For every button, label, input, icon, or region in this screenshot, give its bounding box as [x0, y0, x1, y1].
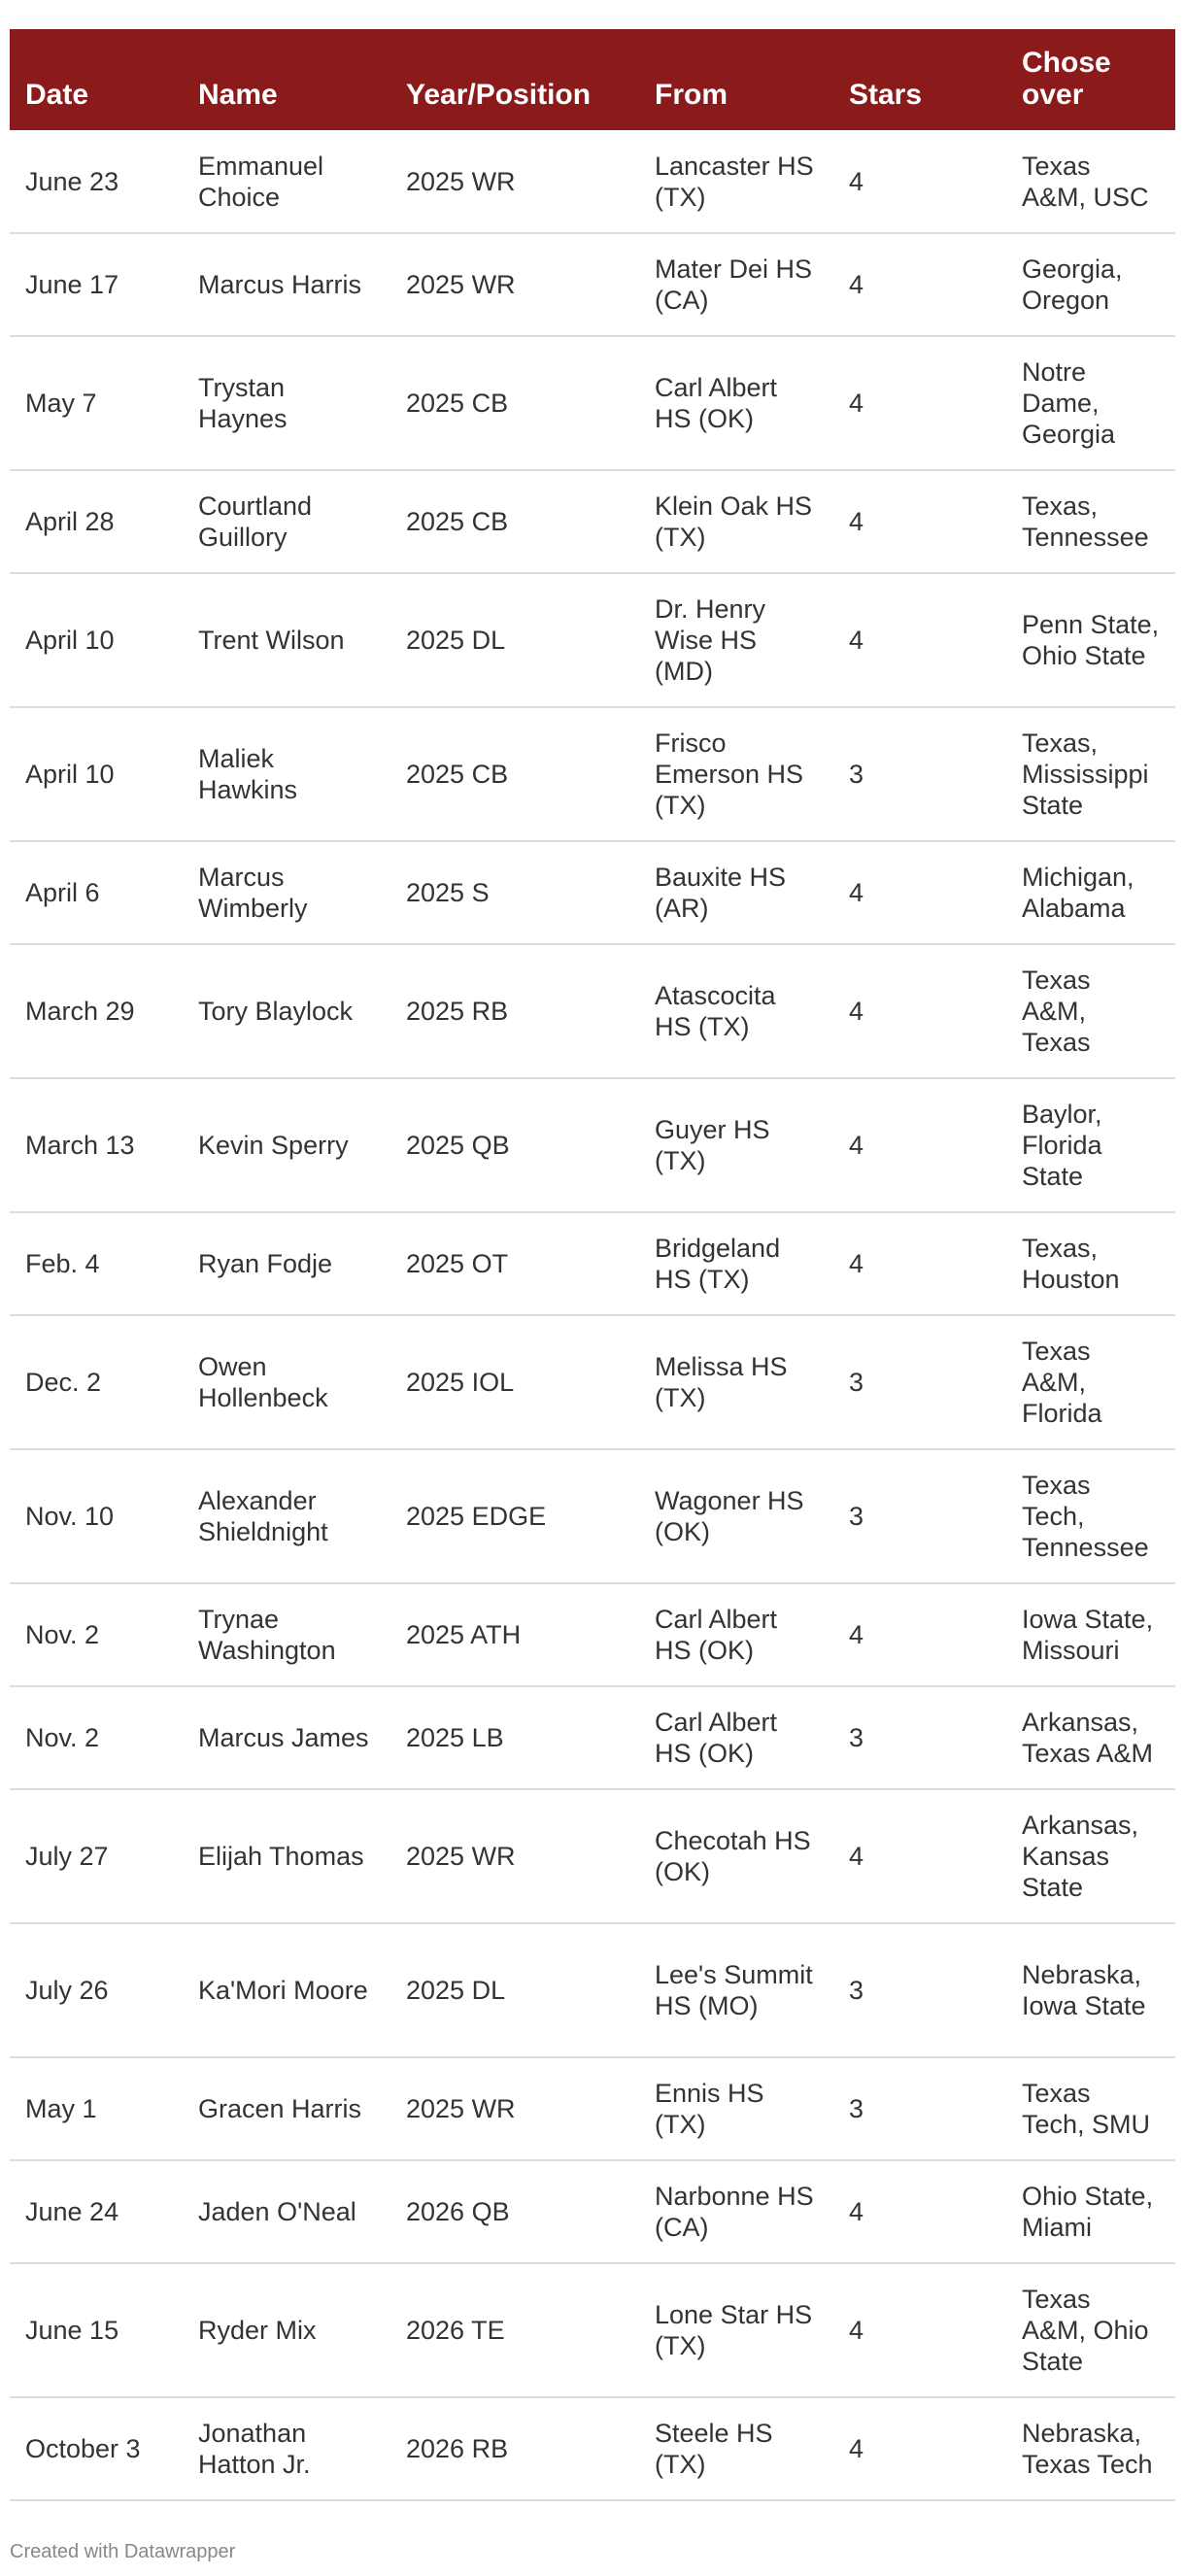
chose-over-cell: Baylor, Florida State [1006, 1078, 1175, 1212]
table-row [10, 233, 1175, 336]
name-cell: Marcus James [183, 1686, 390, 1789]
chose-over-cell: Texas A&M, Florida [1006, 1315, 1175, 1449]
date-cell: July 26 [10, 1923, 183, 2057]
table-row [10, 1212, 1175, 1315]
chose-over-cell: Michigan, Alabama [1006, 841, 1175, 944]
stars-cell: 3 [833, 707, 1006, 841]
year-position-cell: 2025 OT [390, 1212, 639, 1315]
table-row [10, 2057, 1175, 2160]
date-cell: Dec. 2 [10, 1315, 183, 1449]
stars-cell: 4 [833, 573, 1006, 707]
chose-over-cell: Arkansas, Texas A&M [1006, 1686, 1175, 1789]
table-row [10, 2397, 1175, 2500]
table-row [10, 707, 1175, 841]
date-cell: July 27 [10, 1789, 183, 1923]
from-cell: Ennis HS (TX) [639, 2057, 833, 2160]
date-cell: Nov. 2 [10, 1686, 183, 1789]
column-header: Year/Position [390, 29, 639, 130]
year-position-cell: 2025 CB [390, 336, 639, 470]
stars-cell: 4 [833, 1789, 1006, 1923]
table-row [10, 470, 1175, 573]
name-cell: Alexander Shieldnight [183, 1449, 390, 1583]
date-cell: Feb. 4 [10, 1212, 183, 1315]
name-cell: Owen Hollenbeck [183, 1315, 390, 1449]
table-row [10, 1923, 1175, 2057]
year-position-cell: 2025 LB [390, 1686, 639, 1789]
from-cell: Klein Oak HS (TX) [639, 470, 833, 573]
from-cell: Lancaster HS (TX) [639, 130, 833, 233]
name-cell: Elijah Thomas [183, 1789, 390, 1923]
from-cell: Carl Albert HS (OK) [639, 1686, 833, 1789]
from-cell: Carl Albert HS (OK) [639, 1583, 833, 1686]
name-cell: Ryder Mix [183, 2263, 390, 2397]
table-row [10, 1789, 1175, 1923]
year-position-cell: 2025 IOL [390, 1315, 639, 1449]
table-row [10, 1078, 1175, 1212]
date-cell: June 15 [10, 2263, 183, 2397]
stars-cell: 3 [833, 1686, 1006, 1789]
chose-over-cell: Texas A&M, Ohio State [1006, 2263, 1175, 2397]
from-cell: Guyer HS (TX) [639, 1078, 833, 1212]
stars-cell: 4 [833, 470, 1006, 573]
chose-over-cell: Texas, Tennessee [1006, 470, 1175, 573]
year-position-cell: 2025 WR [390, 2057, 639, 2160]
stars-cell: 4 [833, 1078, 1006, 1212]
chose-over-cell: Ohio State, Miami [1006, 2160, 1175, 2263]
stars-cell: 4 [833, 841, 1006, 944]
year-position-cell: 2025 ATH [390, 1583, 639, 1686]
from-cell: Steele HS (TX) [639, 2397, 833, 2500]
date-cell: Nov. 2 [10, 1583, 183, 1686]
from-cell: Lone Star HS (TX) [639, 2263, 833, 2397]
name-cell: Jonathan Hatton Jr. [183, 2397, 390, 2500]
stars-cell: 3 [833, 1923, 1006, 2057]
name-cell: Jaden O'Neal [183, 2160, 390, 2263]
table-row [10, 2263, 1175, 2397]
name-cell: Trynae Washington [183, 1583, 390, 1686]
stars-cell: 3 [833, 1449, 1006, 1583]
column-header: From [639, 29, 833, 130]
name-cell: Trent Wilson [183, 573, 390, 707]
stars-cell: 4 [833, 233, 1006, 336]
chose-over-cell: Georgia, Oregon [1006, 233, 1175, 336]
name-cell: Marcus Harris [183, 233, 390, 336]
stars-cell: 4 [833, 944, 1006, 1078]
chose-over-cell: Texas A&M, USC [1006, 130, 1175, 233]
table-row [10, 1449, 1175, 1583]
name-cell: Ryan Fodje [183, 1212, 390, 1315]
table-row [10, 1315, 1175, 1449]
from-cell: Carl Albert HS (OK) [639, 336, 833, 470]
chose-over-cell: Iowa State, Missouri [1006, 1583, 1175, 1686]
year-position-cell: 2026 RB [390, 2397, 639, 2500]
year-position-cell: 2025 S [390, 841, 639, 944]
name-cell: Courtland Guillory [183, 470, 390, 573]
chose-over-cell: Texas Tech, SMU [1006, 2057, 1175, 2160]
from-cell: Bridgeland HS (TX) [639, 1212, 833, 1315]
commits-table-container [10, 29, 1175, 2501]
stars-cell: 4 [833, 1583, 1006, 1686]
column-header: Name [183, 29, 390, 130]
date-cell: October 3 [10, 2397, 183, 2500]
datawrapper-credit[interactable]: Created with Datawrapper [10, 2541, 236, 2562]
table-row [10, 1583, 1175, 1686]
year-position-cell: 2025 CB [390, 707, 639, 841]
from-cell: Melissa HS (TX) [639, 1315, 833, 1449]
table-row [10, 1686, 1175, 1789]
stars-cell: 4 [833, 2263, 1006, 2397]
from-cell: Mater Dei HS (CA) [639, 233, 833, 336]
year-position-cell: 2025 RB [390, 944, 639, 1078]
date-cell: May 7 [10, 336, 183, 470]
chose-over-cell: Texas Tech, Tennessee [1006, 1449, 1175, 1583]
chose-over-cell: Texas A&M, Texas [1006, 944, 1175, 1078]
from-cell: Wagoner HS (OK) [639, 1449, 833, 1583]
chose-over-cell: Notre Dame, Georgia [1006, 336, 1175, 470]
name-cell: Maliek Hawkins [183, 707, 390, 841]
chose-over-cell: Texas, Mississippi State [1006, 707, 1175, 841]
year-position-cell: 2025 DL [390, 1923, 639, 2057]
table-row [10, 944, 1175, 1078]
year-position-cell: 2026 TE [390, 2263, 639, 2397]
table-row [10, 336, 1175, 470]
chose-over-cell: Nebraska, Texas Tech [1006, 2397, 1175, 2500]
from-cell: Frisco Emerson HS (TX) [639, 707, 833, 841]
stars-cell: 4 [833, 2160, 1006, 2263]
year-position-cell: 2026 QB [390, 2160, 639, 2263]
stars-cell: 4 [833, 2397, 1006, 2500]
column-header: Date [10, 29, 183, 130]
name-cell: Kevin Sperry [183, 1078, 390, 1212]
from-cell: Atascocita HS (TX) [639, 944, 833, 1078]
date-cell: April 10 [10, 707, 183, 841]
stars-cell: 4 [833, 1212, 1006, 1315]
chose-over-cell: Nebraska, Iowa State [1006, 1923, 1175, 2057]
table-row [10, 573, 1175, 707]
commits-table [10, 29, 1175, 2501]
from-cell: Dr. Henry Wise HS (MD) [639, 573, 833, 707]
name-cell: Tory Blaylock [183, 944, 390, 1078]
name-cell: Gracen Harris [183, 2057, 390, 2160]
table-row [10, 2160, 1175, 2263]
column-header: Stars [833, 29, 1006, 130]
name-cell: Marcus Wimberly [183, 841, 390, 944]
date-cell: Nov. 10 [10, 1449, 183, 1583]
stars-cell: 3 [833, 2057, 1006, 2160]
table-row [10, 130, 1175, 233]
from-cell: Bauxite HS (AR) [639, 841, 833, 944]
date-cell: June 17 [10, 233, 183, 336]
from-cell: Narbonne HS (CA) [639, 2160, 833, 2263]
chose-over-cell: Texas, Houston [1006, 1212, 1175, 1315]
stars-cell: 3 [833, 1315, 1006, 1449]
chose-over-cell: Penn State, Ohio State [1006, 573, 1175, 707]
table-row [10, 841, 1175, 944]
from-cell: Checotah HS (OK) [639, 1789, 833, 1923]
date-cell: March 13 [10, 1078, 183, 1212]
chose-over-cell: Arkansas, Kansas State [1006, 1789, 1175, 1923]
name-cell: Ka'Mori Moore [183, 1923, 390, 2057]
year-position-cell: 2025 CB [390, 470, 639, 573]
date-cell: April 6 [10, 841, 183, 944]
date-cell: May 1 [10, 2057, 183, 2160]
name-cell: Trystan Haynes [183, 336, 390, 470]
from-cell: Lee's Summit HS (MO) [639, 1923, 833, 2057]
date-cell: June 23 [10, 130, 183, 233]
date-cell: April 10 [10, 573, 183, 707]
year-position-cell: 2025 EDGE [390, 1449, 639, 1583]
column-header: Chose over [1006, 29, 1175, 130]
year-position-cell: 2025 DL [390, 573, 639, 707]
year-position-cell: 2025 WR [390, 1789, 639, 1923]
year-position-cell: 2025 QB [390, 1078, 639, 1212]
year-position-cell: 2025 WR [390, 130, 639, 233]
date-cell: April 28 [10, 470, 183, 573]
date-cell: March 29 [10, 944, 183, 1078]
stars-cell: 4 [833, 130, 1006, 233]
year-position-cell: 2025 WR [390, 233, 639, 336]
name-cell: Emmanuel Choice [183, 130, 390, 233]
table-body [10, 130, 1175, 2500]
stars-cell: 4 [833, 336, 1006, 470]
header-row [10, 29, 1175, 130]
date-cell: June 24 [10, 2160, 183, 2263]
